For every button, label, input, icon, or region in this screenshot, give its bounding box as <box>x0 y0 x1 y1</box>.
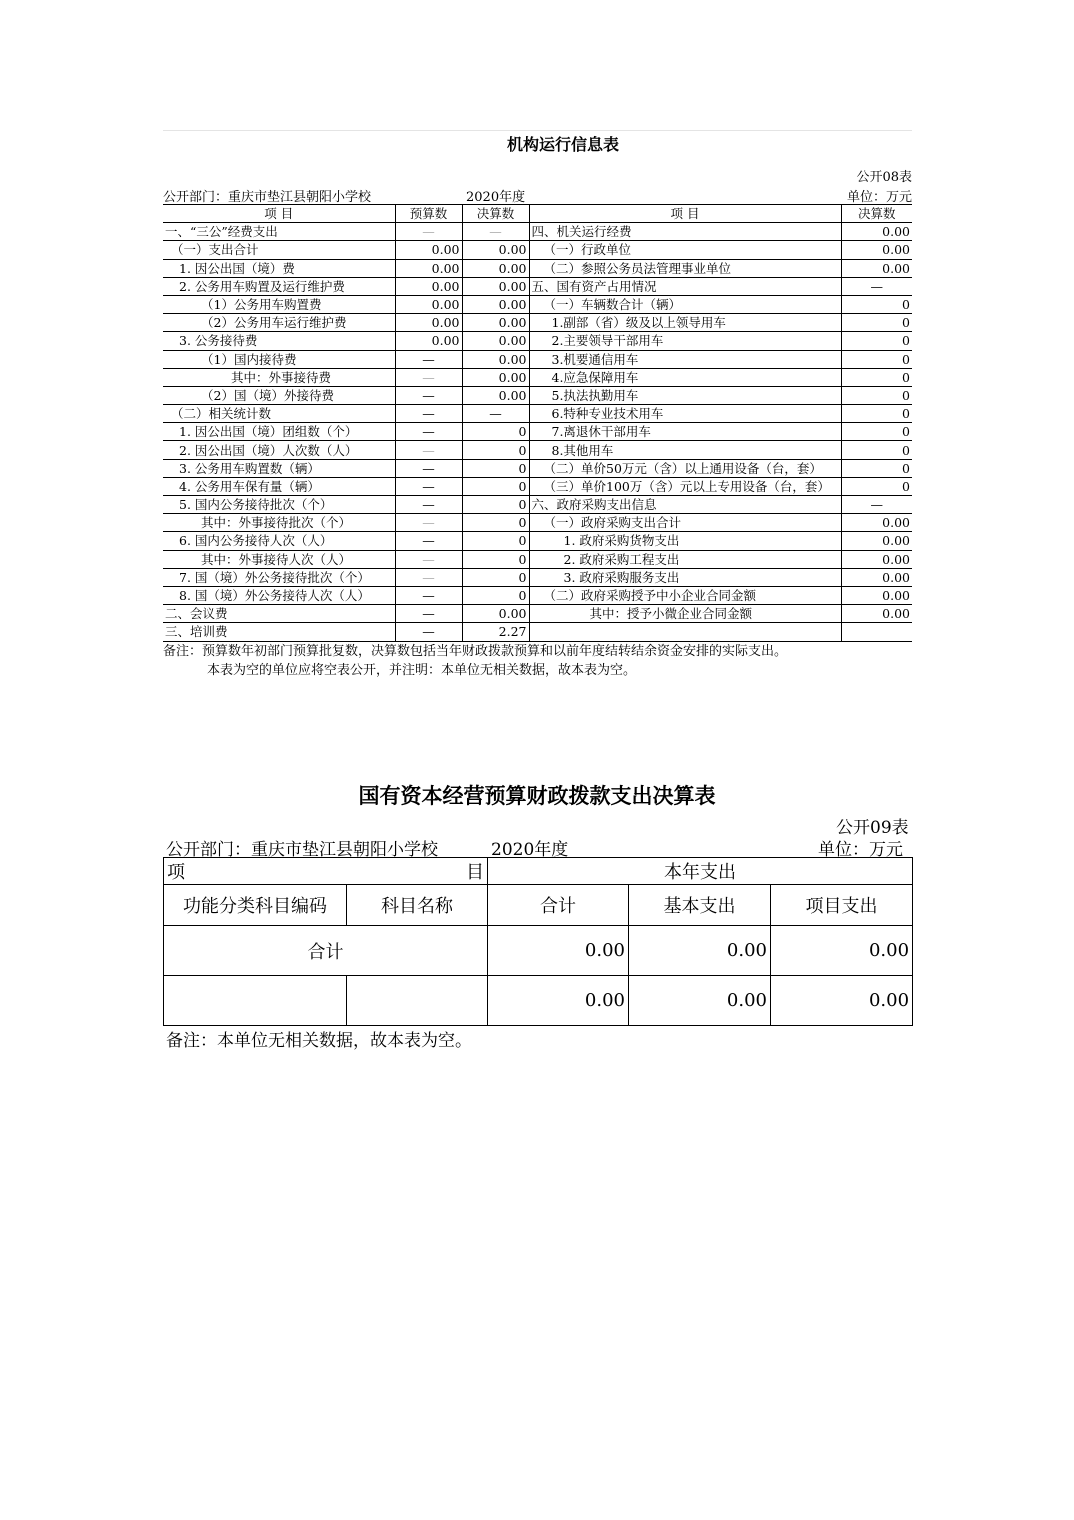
row-final-left: 0 <box>462 550 529 568</box>
row-item-left: （1）公务用车购置费 <box>163 295 395 313</box>
table2-department: 公开部门：重庆市垫江县朝阳小学校 <box>166 840 438 860</box>
row-final-right: 0 <box>841 423 912 441</box>
table1-row <box>163 295 912 313</box>
row-item-right: （二）参照公务员法管理事业单位 <box>529 259 841 277</box>
row-budget: — <box>395 586 462 604</box>
table1-row <box>163 332 912 350</box>
row-item-right <box>529 623 841 641</box>
row-final-left: 0 <box>462 586 529 604</box>
row-budget: 0.00 <box>395 241 462 259</box>
row-item-right: （一）车辆数合计（辆） <box>529 295 841 313</box>
row-final-left: 0.00 <box>462 259 529 277</box>
row-item-right: （二）政府采购授予中小企业合同金额 <box>529 586 841 604</box>
project-label-left: 项 <box>167 862 185 883</box>
table1-notes <box>163 642 787 680</box>
row-item-left: 7. 国（境）外公务接待批次（个） <box>163 568 395 586</box>
table1-row <box>163 496 912 514</box>
row-item-left: （二）相关统计数 <box>163 405 395 423</box>
row-item-left: 其中：外事接待批次（个） <box>163 514 395 532</box>
table1-row <box>163 277 912 295</box>
data-basic: 0.00 <box>629 976 771 1026</box>
row-item-left: 1. 因公出国（境）费 <box>163 259 395 277</box>
row-final-left: 0 <box>462 459 529 477</box>
row-budget: — <box>395 459 462 477</box>
row-final-right: 0 <box>841 332 912 350</box>
row-item-right: 3.机要通信用车 <box>529 350 841 368</box>
table1-note-2: 本表为空的单位应将空表公开，并注明：本单位无相关数据，故本表为空。 <box>207 663 637 678</box>
row-final-left: 0 <box>462 441 529 459</box>
table1-row <box>163 459 912 477</box>
row-item-right: 1. 政府采购货物支出 <box>529 532 841 550</box>
table1 <box>163 204 912 642</box>
table1-year: 2020年度 <box>466 190 526 205</box>
table1-row <box>163 241 912 259</box>
col-total: 合计 <box>488 885 629 926</box>
row-item-right: 8.其他用车 <box>529 441 841 459</box>
row-final-left: 0 <box>462 423 529 441</box>
row-final-right: 0.00 <box>841 241 912 259</box>
table1-row <box>163 441 912 459</box>
col-subject-name: 科目名称 <box>347 885 488 926</box>
row-budget: — <box>395 223 462 241</box>
total-sum: 0.00 <box>488 926 629 976</box>
row-budget: — <box>395 623 462 641</box>
row-item-left: 3. 公务用车购置数（辆） <box>163 459 395 477</box>
row-final-right: — <box>841 496 912 514</box>
row-final-right: 0.00 <box>841 550 912 568</box>
row-item-right: 五、国有资产占用情况 <box>529 277 841 295</box>
table1-row <box>163 623 912 641</box>
row-budget: 0.00 <box>395 277 462 295</box>
data-function-code <box>164 976 347 1026</box>
table1-row <box>163 259 912 277</box>
row-final-right: 0 <box>841 459 912 477</box>
row-final-right: 0.00 <box>841 514 912 532</box>
table1-code: 公开08表 <box>856 170 912 185</box>
row-final-right: 0 <box>841 295 912 313</box>
table1-row <box>163 550 912 568</box>
table1-title: 机构运行信息表 <box>506 135 619 154</box>
table1-row <box>163 605 912 623</box>
row-final-right: 0.00 <box>841 532 912 550</box>
row-item-right: （一）行政单位 <box>529 241 841 259</box>
row-final-right: 0 <box>841 368 912 386</box>
top-rule <box>163 130 912 131</box>
row-final-left: 0.00 <box>462 386 529 404</box>
table2-header-row-2 <box>164 885 913 926</box>
row-item-left: 2. 公务用车购置及运行维护费 <box>163 277 395 295</box>
row-budget: — <box>395 496 462 514</box>
row-budget: — <box>395 532 462 550</box>
row-item-right: 六、政府采购支出信息 <box>529 496 841 514</box>
header-final-right: 决算数 <box>841 205 912 223</box>
table2-code: 公开09表 <box>836 818 909 838</box>
header-item-left: 项 目 <box>163 205 395 223</box>
row-item-right: 5.执法执勤用车 <box>529 386 841 404</box>
row-final-right: 0 <box>841 350 912 368</box>
row-budget: — <box>395 441 462 459</box>
col-project-expense: 项目支出 <box>771 885 913 926</box>
row-item-right: 四、机关运行经费 <box>529 223 841 241</box>
table1-row <box>163 568 912 586</box>
row-final-right: 0 <box>841 441 912 459</box>
table1-header-row <box>163 205 912 223</box>
row-final-left: — <box>462 405 529 423</box>
row-final-right <box>841 623 912 641</box>
row-item-right: 3. 政府采购服务支出 <box>529 568 841 586</box>
row-budget: 0.00 <box>395 332 462 350</box>
table1-row <box>163 423 912 441</box>
row-item-left: 6. 国内公务接待人次（人） <box>163 532 395 550</box>
row-item-left: 2. 因公出国（境）人次数（人） <box>163 441 395 459</box>
table2-data-row <box>164 976 913 1026</box>
current-year-expense-header: 本年支出 <box>488 858 913 885</box>
table1-row <box>163 223 912 241</box>
row-final-left: 0 <box>462 532 529 550</box>
row-item-left: （2）国（境）外接待费 <box>163 386 395 404</box>
row-budget: 0.00 <box>395 295 462 313</box>
table1-row <box>163 350 912 368</box>
row-final-left: 0.00 <box>462 605 529 623</box>
total-project: 0.00 <box>771 926 913 976</box>
row-budget: — <box>395 405 462 423</box>
row-item-left: 三、培训费 <box>163 623 395 641</box>
row-final-left: 0.00 <box>462 314 529 332</box>
table1-row <box>163 368 912 386</box>
row-final-left: 2.27 <box>462 623 529 641</box>
row-final-right: 0.00 <box>841 568 912 586</box>
table1-unit: 单位：万元 <box>846 190 912 205</box>
row-final-right: 0 <box>841 314 912 332</box>
row-budget: — <box>395 550 462 568</box>
row-item-left: 一、“三公”经费支出 <box>163 223 395 241</box>
header-budget: 预算数 <box>395 205 462 223</box>
row-item-right: （一）政府采购支出合计 <box>529 514 841 532</box>
table1-row <box>163 514 912 532</box>
row-final-right: — <box>841 277 912 295</box>
row-budget: — <box>395 386 462 404</box>
row-item-left: 1. 因公出国（境）团组数（个） <box>163 423 395 441</box>
table1-row <box>163 386 912 404</box>
row-budget: — <box>395 605 462 623</box>
header-final-left: 决算数 <box>462 205 529 223</box>
row-item-left: （2）公务用车运行维护费 <box>163 314 395 332</box>
row-item-right: 2.主要领导干部用车 <box>529 332 841 350</box>
table2-project-header <box>164 858 488 885</box>
total-label: 合计 <box>164 926 488 976</box>
table1-row <box>163 477 912 495</box>
row-item-right: 2. 政府采购工程支出 <box>529 550 841 568</box>
row-final-right: 0.00 <box>841 605 912 623</box>
row-final-left: 0.00 <box>462 368 529 386</box>
row-budget: — <box>395 514 462 532</box>
row-item-right: 1.副部（省）级及以上领导用车 <box>529 314 841 332</box>
row-item-left: 其中：外事接待费 <box>163 368 395 386</box>
row-final-right: 0 <box>841 386 912 404</box>
row-item-left: 其中：外事接待人次（人） <box>163 550 395 568</box>
row-item-right: 其中：授予小微企业合同金额 <box>529 605 841 623</box>
row-budget: — <box>395 350 462 368</box>
row-budget: — <box>395 568 462 586</box>
row-budget: 0.00 <box>395 259 462 277</box>
table1-row <box>163 586 912 604</box>
total-basic: 0.00 <box>629 926 771 976</box>
row-item-right: （三）单价100万（含）元以上专用设备（台，套） <box>529 477 841 495</box>
row-final-right: 0 <box>841 405 912 423</box>
row-final-right: 0.00 <box>841 223 912 241</box>
table1-row <box>163 405 912 423</box>
table2-total-row <box>164 926 913 976</box>
col-basic-expense: 基本支出 <box>629 885 771 926</box>
data-sum: 0.00 <box>488 976 629 1026</box>
col-function-code: 功能分类科目编码 <box>164 885 347 926</box>
row-final-left: 0.00 <box>462 295 529 313</box>
row-item-left: 3. 公务接待费 <box>163 332 395 350</box>
row-item-left: 4. 公务用车保有量（辆） <box>163 477 395 495</box>
row-final-left: 0.00 <box>462 277 529 295</box>
data-project: 0.00 <box>771 976 913 1026</box>
table2-header-row-1 <box>164 858 913 885</box>
row-budget: 0.00 <box>395 314 462 332</box>
header-item-right: 项 目 <box>529 205 841 223</box>
project-label-right: 目 <box>466 862 484 883</box>
row-final-left: 0.00 <box>462 332 529 350</box>
table1-note-1: 备注：预算数年初部门预算批复数，决算数包括当年财政拨款预算和以前年度结转结余资金安排的实际支出。 <box>163 644 788 659</box>
row-final-left: 0 <box>462 568 529 586</box>
row-item-left: 8. 国（境）外公务接待人次（人） <box>163 586 395 604</box>
row-final-left: 0 <box>462 496 529 514</box>
row-item-left: 5. 国内公务接待批次（个） <box>163 496 395 514</box>
table2-unit: 单位：万元 <box>818 840 903 860</box>
table2-note: 备注：本单位无相关数据，故本表为空。 <box>166 1031 472 1051</box>
row-item-right: 6.特种专业技术用车 <box>529 405 841 423</box>
row-final-right: 0 <box>841 477 912 495</box>
table2-title: 国有资本经营预算财政拨款支出决算表 <box>358 784 716 808</box>
row-final-left: 0.00 <box>462 350 529 368</box>
data-subject-name <box>347 976 488 1026</box>
row-item-left: （1）国内接待费 <box>163 350 395 368</box>
row-item-right: （二）单价50万元（含）以上通用设备（台，套） <box>529 459 841 477</box>
table1-row <box>163 532 912 550</box>
row-item-left: 二、会议费 <box>163 605 395 623</box>
row-final-left: 0.00 <box>462 241 529 259</box>
table2 <box>163 857 913 1026</box>
table1-department: 公开部门：重庆市垫江县朝阳小学校 <box>163 190 372 205</box>
row-final-right: 0.00 <box>841 586 912 604</box>
row-final-left: — <box>462 223 529 241</box>
row-budget: — <box>395 423 462 441</box>
row-budget: — <box>395 368 462 386</box>
row-final-right: 0.00 <box>841 259 912 277</box>
table2-year: 2020年度 <box>491 840 569 860</box>
row-item-right: 4.应急保障用车 <box>529 368 841 386</box>
row-budget: — <box>395 477 462 495</box>
row-final-left: 0 <box>462 514 529 532</box>
table1-row <box>163 314 912 332</box>
row-item-right: 7.离退休干部用车 <box>529 423 841 441</box>
row-final-left: 0 <box>462 477 529 495</box>
row-item-left: （一）支出合计 <box>163 241 395 259</box>
